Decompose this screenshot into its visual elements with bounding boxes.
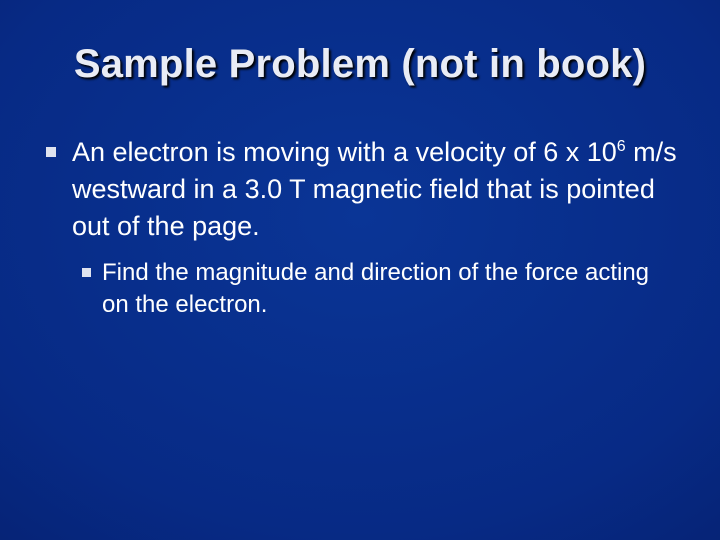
sub-bullet-1-text: Find the magnitude and direction of the force acting on the electron. — [102, 259, 650, 318]
bullet-1-text-before: An electron is moving with a velocity of 6 x 10 — [72, 137, 617, 167]
sub-bullet-item-1 — [102, 257, 682, 321]
bullet-1-text-after: m/s westward in a 3.0 T magnetic field that is pointed out of the page. — [72, 137, 677, 241]
bullet-item-1 — [46, 134, 686, 245]
bullet-list — [46, 134, 686, 321]
square-bullet-icon — [46, 147, 56, 157]
square-bullet-icon — [82, 268, 91, 277]
bullet-1-superscript: 6 — [616, 138, 626, 155]
slide-title: Sample Problem (not in book) — [73, 42, 647, 86]
